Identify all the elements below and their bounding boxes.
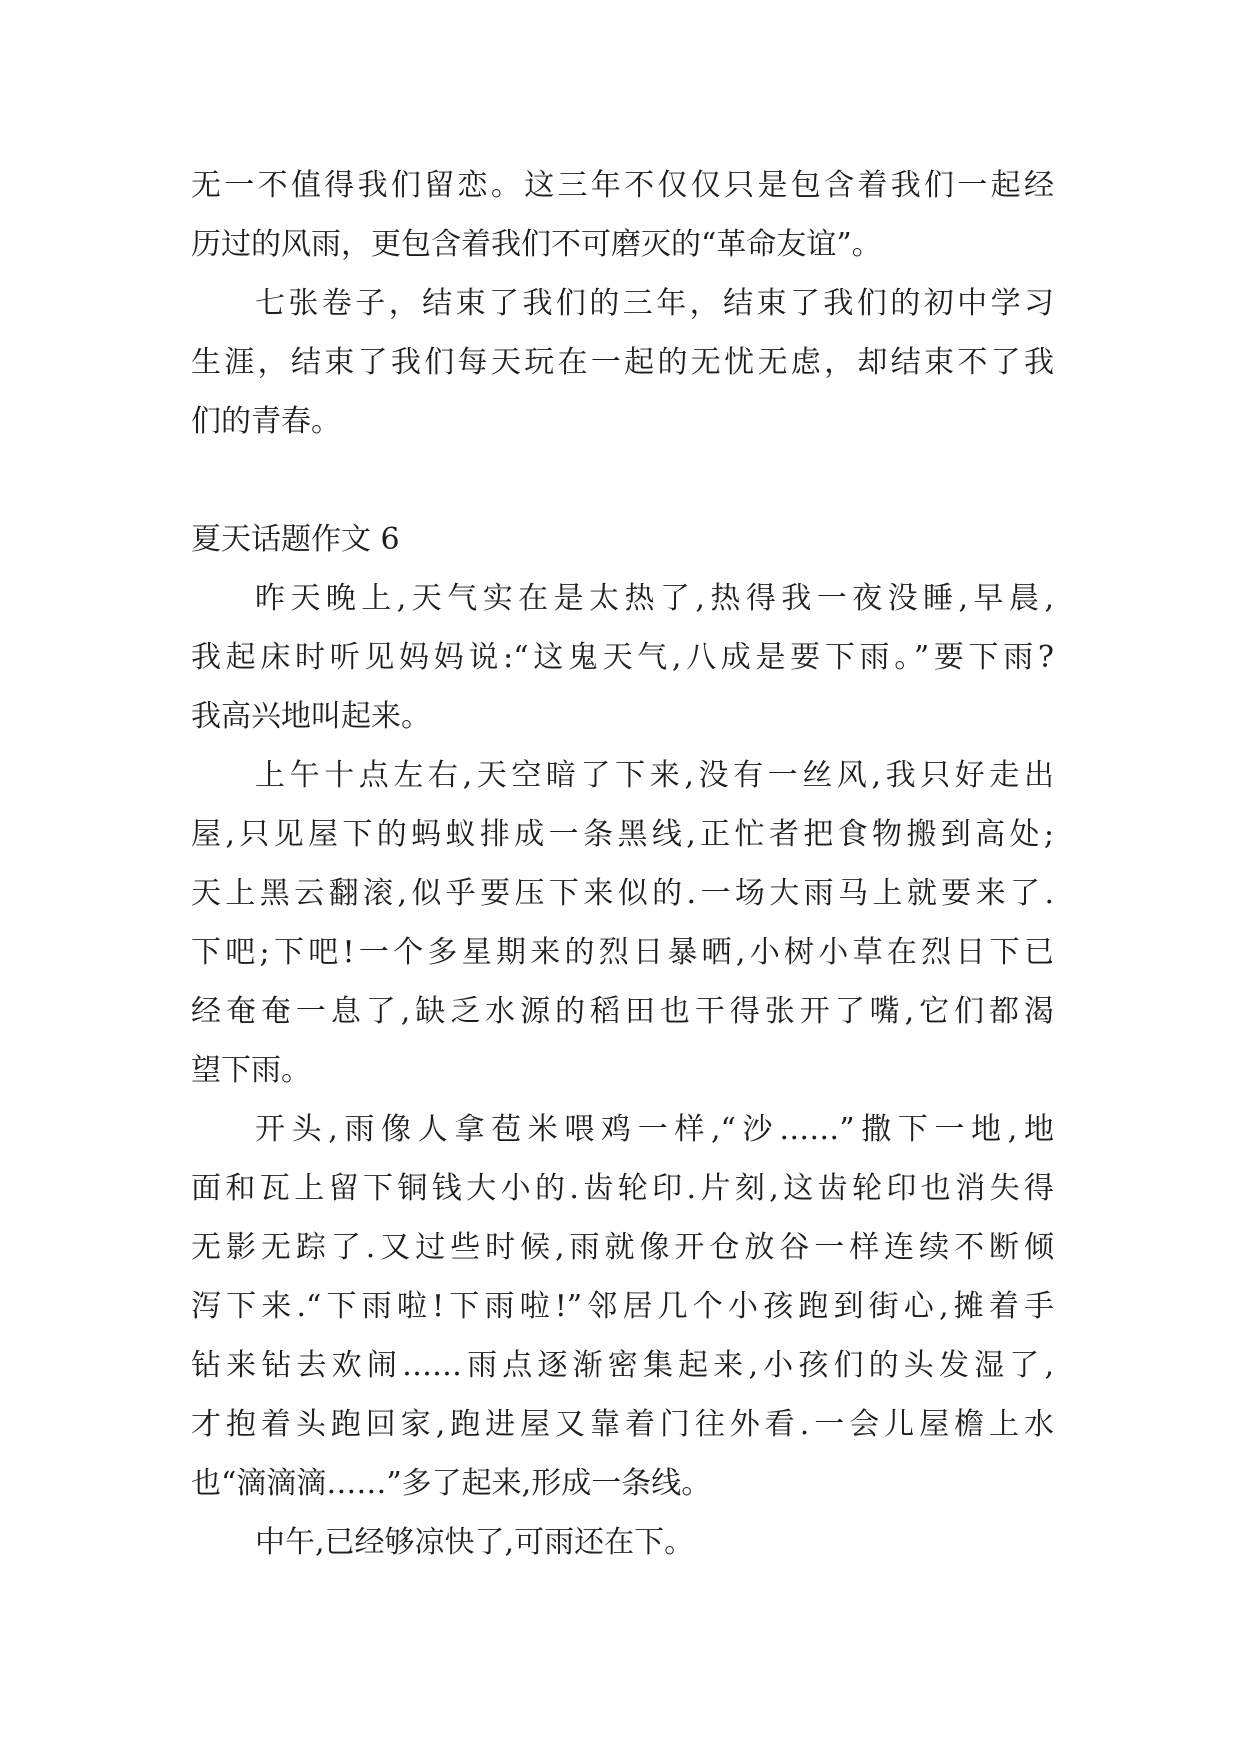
text-line: 我高兴地叫起来。 [191, 699, 431, 734]
text-line: 经奄奄一息了,缺乏水源的稻田也干得张开了嘴,它们都渴 [191, 994, 1054, 1029]
text-line: 上午十点左右,天空暗了下来,没有一丝风,我只好走出 [255, 758, 1054, 793]
text-line: 开头,雨像人拿苞米喂鸡一样,“沙……”撒下一地,地 [255, 1112, 1054, 1147]
text-line: 也“滴滴滴……”多了起来,形成一条线。 [191, 1466, 712, 1501]
paragraph [191, 156, 1054, 274]
text-line: 面和瓦上留下铜钱大小的.齿轮印.片刻,这齿轮印也消失得 [191, 1171, 1054, 1206]
text-line: 生涯，结束了我们每天玩在一起的无忧无虑，却结束不了我 [191, 345, 1054, 380]
paragraph [191, 1100, 1054, 1513]
paragraph [191, 746, 1054, 1100]
text-line: 中午,已经够凉快了,可雨还在下。 [255, 1525, 695, 1560]
text-line: 屋,只见屋下的蚂蚁排成一条黑线,正忙者把食物搬到高处; [191, 817, 1054, 852]
essay-title: 夏天话题作文 6 [191, 522, 400, 557]
text-line: 天上黑云翻滚,似乎要压下来似的.一场大雨马上就要来了. [191, 876, 1054, 911]
essay-section [191, 510, 1054, 1572]
paragraph [191, 569, 1054, 746]
text-line: 七张卷子，结束了我们的三年，结束了我们的初中学习 [255, 286, 1054, 321]
text-line: 昨天晚上,天气实在是太热了,热得我一夜没睡,早晨, [255, 581, 1054, 616]
text-line: 历过的风雨，更包含着我们不可磨灭的“革命友谊”。 [191, 227, 882, 262]
text-line: 我起床时听见妈妈说:“这鬼天气,八成是要下雨。”要下雨? [191, 640, 1054, 675]
paragraph [191, 1513, 1054, 1572]
previous-essay [191, 156, 1054, 451]
blank-line [191, 451, 1054, 510]
text-line: 才抱着头跑回家,跑进屋又靠着门往外看.一会儿屋檐上水 [191, 1407, 1054, 1442]
text-line: 泻下来.“下雨啦!下雨啦!”邻居几个小孩跑到街心,摊着手 [191, 1289, 1054, 1324]
text-line: 钻来钻去欢闹……雨点逐渐密集起来,小孩们的头发湿了, [191, 1348, 1054, 1383]
text-line: 们的青春。 [191, 404, 341, 439]
paragraph [191, 274, 1054, 451]
text-line: 无影无踪了.又过些时候,雨就像开仓放谷一样连续不断倾 [191, 1230, 1054, 1265]
document-page [191, 156, 1054, 1572]
text-line: 望下雨。 [191, 1053, 311, 1088]
text-line: 无一不值得我们留恋。这三年不仅仅只是包含着我们一起经 [191, 168, 1054, 203]
text-line: 下吧;下吧!一个多星期来的烈日暴晒,小树小草在烈日下已 [191, 935, 1054, 970]
